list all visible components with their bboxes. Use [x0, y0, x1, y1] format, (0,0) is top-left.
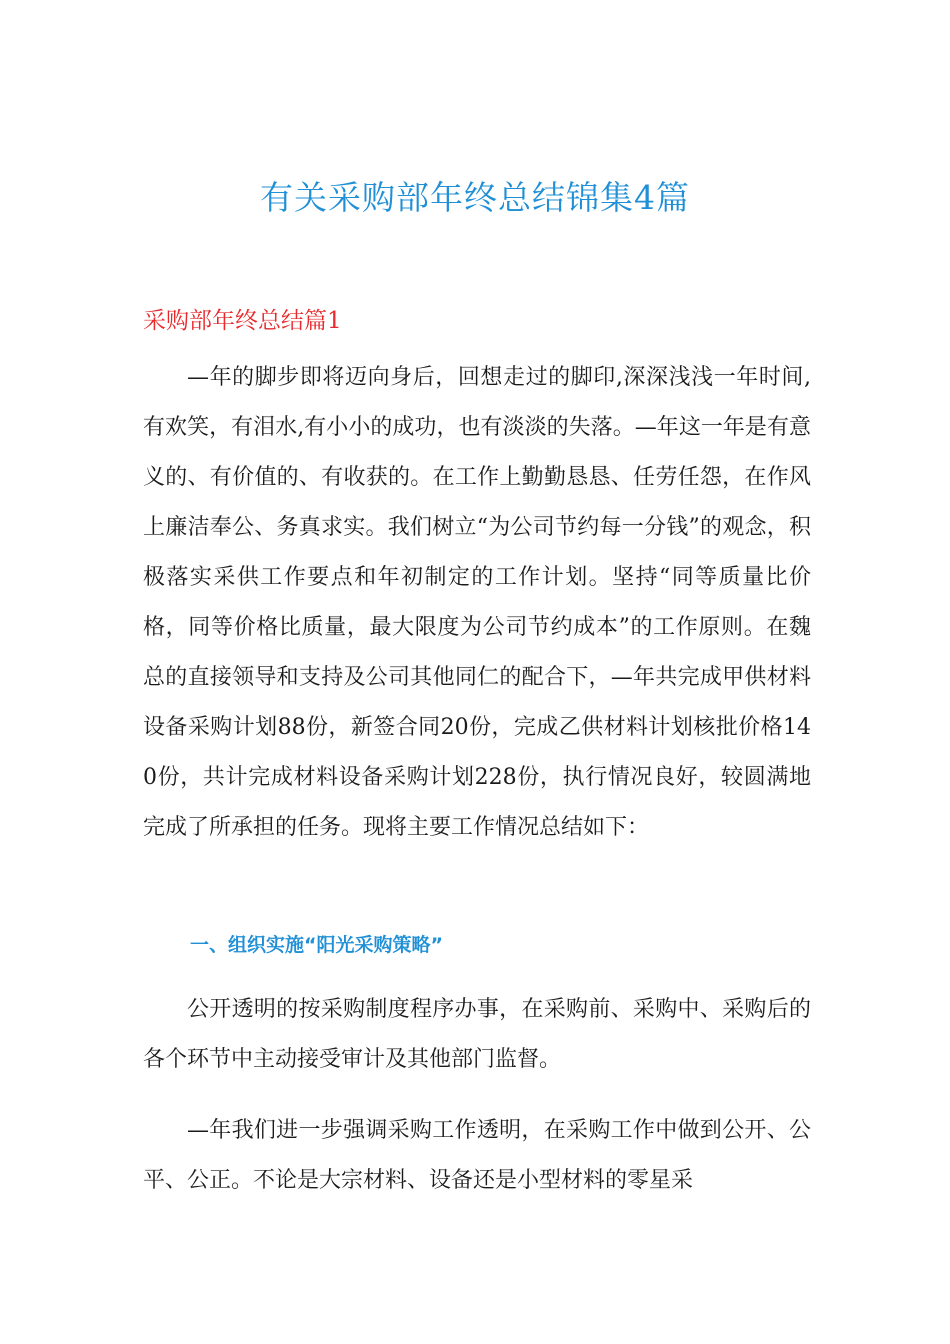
paragraph-intro: —年的脚步即将迈向身后，回想走过的脚印,深深浅浅一年时间,有欢笑，有泪水,有小小的成功，也有淡淡的失落。—年这一年是有意义的、有价值的、有收获的。在工作上勤勤恳恳、任劳任怨，在作风上廉洁奉公、务真求实。我们树立“为公司节约每一分钱”的观念，积极落实采供工作要点和年初制定的工作计划。坚持“同等质量比价格，同等价格比质量，最大限度为公司节约成本”的工作原则。在魏总的直接领导和支持及公司其他同仁的配合下，—年共完成甲供材料设备采购计划88份，新签合同20份，完成乙供材料计划核批价格140份，共计完成材料设备采购计划228份，执行情况良好，较圆满地完成了所承担的任务。现将主要工作情况总结如下：	[143, 365, 812, 840]
section-heading: 采购部年终总结篇1	[143, 308, 342, 334]
paragraph-fairness: —年我们进一步强调采购工作透明，在采购工作中做到公开、公平、公正。不论是大宗材料、设备还是小型材料的零星采	[143, 1118, 811, 1193]
sub-heading-sunshine-procurement: 一、组织实施“阳光采购策略”	[190, 934, 443, 956]
document-title: 有关采购部年终总结锦集4篇	[260, 178, 690, 217]
paragraph-transparency: 公开透明的按采购制度程序办事，在采购前、采购中、采购后的各个环节中主动接受审计及其他部门监督。	[143, 997, 811, 1072]
